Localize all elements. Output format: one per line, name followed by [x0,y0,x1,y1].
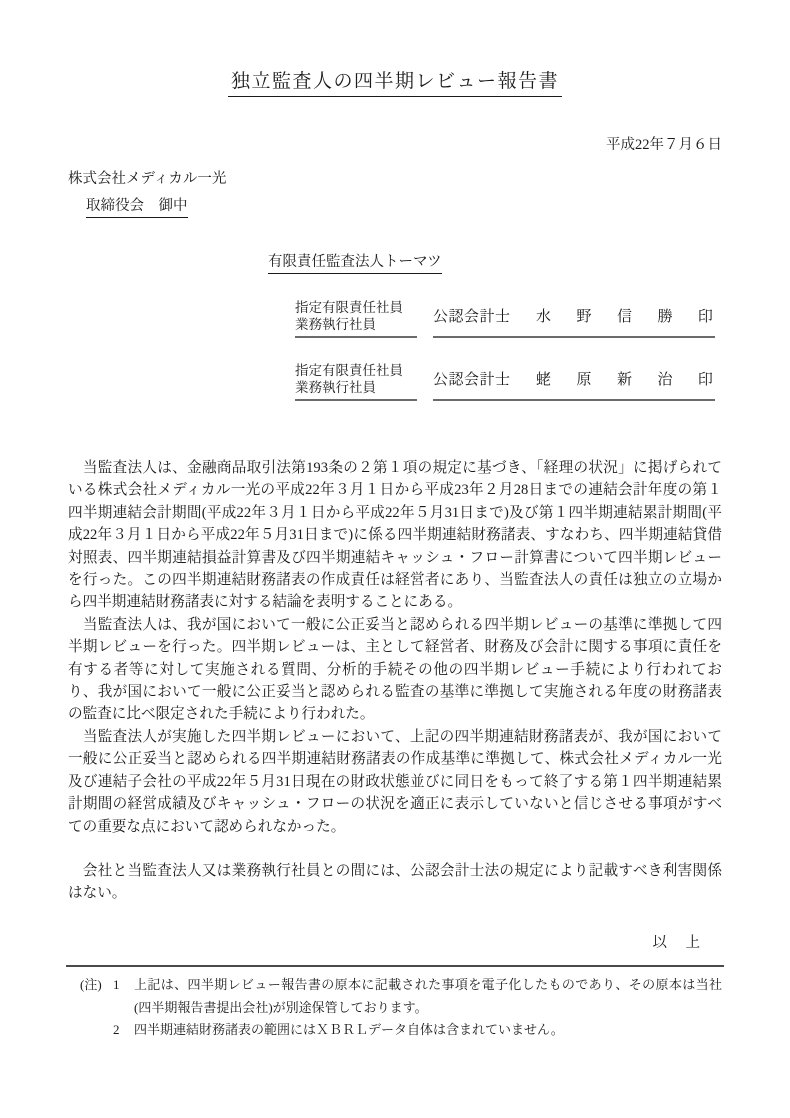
note-label: (注) [80,976,102,992]
note-item-2 [80,1019,722,1042]
signatory-role [295,300,417,338]
title-wrap [68,66,722,97]
seal-mark: 印 [697,371,713,388]
paragraph-standards: 当監査法人は、我が国において一般に公正妥当と認められる四半期レビューの基準に準拠して四半期レビューを行った。四半期レビューは、主として経営者、財務及び会計に関する事項に責任を有する者等に対して実施される質問、分析的手続その他の四半期レビュー手続により行われており、我が国において一般に公正妥当と認められる監査の基準に準拠して実施される年度の財務諸表の監査に比べ限定された手続により行われた。 [68,616,722,723]
note-number: 1 [113,976,120,992]
note-item-1 [80,974,722,1020]
auditor-firm-line [268,250,722,274]
notes-section [80,974,722,1042]
paragraph-conclusion: 当監査法人が実施した四半期レビューにおいて、上記の四半期連結財務諸表が、我が国において一般に公正妥当と認められる四半期連結財務諸表の作成基準に準拠して、株式会社メディカル一光及び連結子会社の平成22年５月31日現在の財政状態並びに同日をもって終了する第１四半期連結累計期間の経営成績及びキャッシュ・フローの状況を適正に表示していないと信じさせる事項がすべての重要な点において認められなかった。 [68,728,722,835]
signature-block-2 [295,363,722,401]
addressee-to-wrap [68,188,722,218]
paragraph-scope: 当監査法人は、金融商品取引法第193条の２第１項の規定に基づき、「経理の状況」に掲げられている株式会社メディカル一光の平成22年３月１日から平成23年２月28日までの連結会計年度の第１四半期連結会計期間(平成22年３月１日から平成22年５月31日まで)及び第１四半期連結累計期間(平成22年３月１日から平成22年５月31日まで)に係る四半期連結財務諸表、すなわち、四半期連結貸借対照表、四半期連結損益計算書及び四半期連結キャッシュ・フロー計算書について四半期レビューを行った。この四半期連結財務諸表の作成責任は経営者にあり、当監査法人の責任は独立の立場から四半期連結財務諸表に対する結論を表明することにある。 [68,460,722,611]
note-text: 上記は、四半期レビュー報告書の原本に記載された事項を電子化したものであり、その原本は当社(四半期報告書提出会社)が別途保管しております。 [134,976,722,1015]
signatory-role [295,363,417,401]
closing-ijou: 以 上 [652,934,702,951]
signatory-name-char: 原 [576,371,592,388]
signatory-name-row [433,300,715,338]
addressee-to: 取締役会 御中 [86,194,188,218]
signatory-name-char: 蛯 [535,371,551,388]
note-number: 2 [113,1022,120,1038]
signatory-name-char: 野 [576,308,592,325]
auditor-firm-name: 有限責任監査法人トーマツ [268,250,442,274]
signatory-name-char: 信 [616,308,632,325]
notes-divider [66,965,724,967]
signatory-role-line2: 業務執行社員 [295,316,376,332]
report-date: 平成22年７月６日 [606,137,722,153]
paragraph-interest: 会社と当監査法人又は業務執行社員との間には、公認会計士法の規定により記載すべき利害関係はない。 [68,862,722,902]
signatory-role-line1: 指定有限責任社員 [295,300,403,315]
page-title: 独立監査人の四半期レビュー報告書 [228,66,562,97]
signature-block-1 [295,300,722,338]
cpa-title: 公認会計士 [433,371,511,388]
signatory-name-char: 水 [535,308,551,325]
report-body [68,457,722,905]
signatory-name-row [433,363,715,401]
signatory-name-char: 新 [616,371,632,388]
seal-mark: 印 [697,308,713,325]
cpa-title: 公認会計士 [433,308,511,325]
addressee-company: 株式会社メディカル一光 [68,171,227,187]
signatory-role-line1: 指定有限責任社員 [295,363,403,378]
note-text: 四半期連結財務諸表の範囲にはＸＢＲＬデータ自体は含まれていません。 [134,1022,564,1038]
signatory-name-char: 勝 [657,308,673,325]
signatory-role-line2: 業務執行社員 [295,379,376,395]
signatory-name-char: 治 [657,371,673,388]
